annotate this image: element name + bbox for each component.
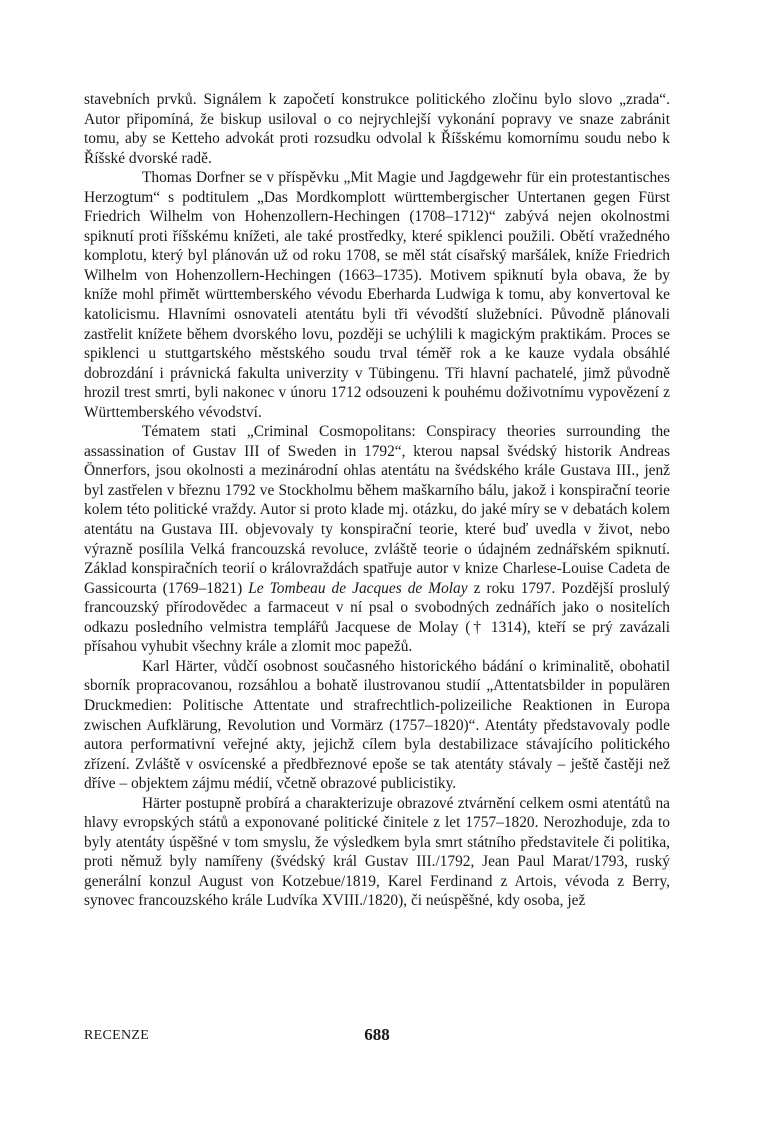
book-title-italic: Le Tombeau de Jacques de Molay bbox=[248, 579, 468, 597]
paragraph-5 bbox=[84, 794, 670, 911]
page-footer bbox=[84, 1025, 670, 1049]
paragraph-text: Härter postupně probírá a charakterizuje obrazové ztvárnění celkem osmi atentátů na hlavy evropských států a exponované politické činitele z let 1757–1820. Nerozhoduje, zda to byly atentáty úspěšné v tom smyslu, že výsledkem byla smrt státního představitele či politika, proti němuž byly namířeny (švédský král Gustav III./1792, Jean Paul Marat/1793, ruský generální konzul August von Kotzebue/1819, Karel Ferdinand z Artois, vévoda z Berry, synovec francouzského krále Ludvíka XVIII./1820), či neúspěšné, kdy osoba, jež bbox=[84, 794, 670, 910]
page-number: 688 bbox=[364, 1025, 390, 1044]
paragraph-2 bbox=[84, 168, 670, 422]
paragraph-text: z roku 1797. Pozdější proslulý francouzský přírodovědec a farmaceut v ní psal o svobodných zednářích jako o nositelích odkazu posledního velmistra templářů Jacquese de Molay († 1314), kteří se prý zavázali přísahou vyhubit všechny krále a zlomit moc papežů. bbox=[84, 579, 671, 656]
paragraph-text: Thomas Dorfner se v příspěvku „Mit Magie und Jagdgewehr für ein protestantisches Herzogtum“ s podtitulem „Das Mordkomplott württembergischer Untertanen gegen Fürst Friedrich Wilhelm von Hohenzollern-Hechingen (1708–1712)“ zabývá nejen okolnostmi spiknutí proti říšskému knížeti, ale také prostředky, které spiklenci použili. Obětí vražedného komplotu, který byl plánován už od roku 1708, se měl stát císařský maršálek, kníže Friedrich Wilhelm von Hohenzollern-Hechingen (1663–1735). Motivem spiknutí byla obava, že by kníže mohl přimět württemberského vévodu Eberharda Ludwiga k tomu, aby konvertoval ke katolicismu. Hlavními osnovateli atentátu byli tři vévodští služebníci. Původně plánovali zastřelit knížete během dvorského lovu, později se uchýlili k magickým praktikám. Proces se spiklenci u stuttgartského městského soudu trval téměř rok a ke kauze vydala obsáhlé dobrozdání i právnická fakulta univerzity v Tübingenu. Tři hlavní pachatelé, jimž původně hrozil trest smrti, byli nakonec v únoru 1712 odsouzeni k pouhému doživotnímu vypovězení z Württemberského vévodství. bbox=[84, 169, 670, 421]
section-label: RECENZE bbox=[84, 1028, 150, 1043]
article-body bbox=[84, 90, 670, 911]
paragraph-text: stavebních prvků. Signálem k započetí konstrukce politického zločinu bylo slovo „zrada“. Autor připomíná, že biskup usiloval o co nejrychlejší vykonání popravy ve snaze zabránit tomu, aby se Ketteho advokát proti rozsudku odvolal k Říšskému komornímu soudu nebo k Říšské dvorské radě. bbox=[84, 91, 670, 167]
paragraph-1 bbox=[84, 90, 670, 168]
paragraph-text: Tématem stati „Criminal Cosmopolitans: Conspiracy theories surrounding the assassination of Gustav III of Sweden in 1792“, kterou napsal švédský historik Andreas Önnerfors, jsou okolnosti a mezinárodní ohlas atentátu na švédského krále Gustava III., jenž byl zastřelen v březnu 1792 ve Stockholmu během maškarního bálu, jakož i konspirační teorie kolem této politické vraždy. Autor si proto klade mj. otázku, do jaké míry se v debatách kolem atentátu na Gustava III. objevovaly ty konspirační teorie, které buď uvedla v život, nebo výrazně posílila Velká francouzská revoluce, zvláště teorie o údajném zednářském spiknutí. Základ konspiračních teorií o královraždách spatřuje autor v knize Charlese-Louise Cadeta de Gassicourta (1769–1821) bbox=[84, 423, 670, 597]
paragraph-3 bbox=[84, 422, 670, 657]
paragraph-4 bbox=[84, 657, 670, 794]
paragraph-text: Karl Härter, vůdčí osobnost současného historického bádání o kriminalitě, obohatil sborník propracovanou, rozsáhlou a bohatě ilustrovanou studií „Attentatsbilder in populären Druckmedien: Politische Attentate und strafrechtlich-polizeiliche Reaktionen in Europa zwischen Aufklärung, Revolution und Vormärz (1757–1820)“. Atentáty představovaly podle autora performativní veřejné akty, jejichž cílem byla destabilizace stávajícího politického zřízení. Zvláště v osvícenské a předbřeznové epoše se tak atentáty stávaly – ještě častěji než dříve – objektem zájmu médií, včetně obrazové publicistiky. bbox=[84, 657, 670, 793]
